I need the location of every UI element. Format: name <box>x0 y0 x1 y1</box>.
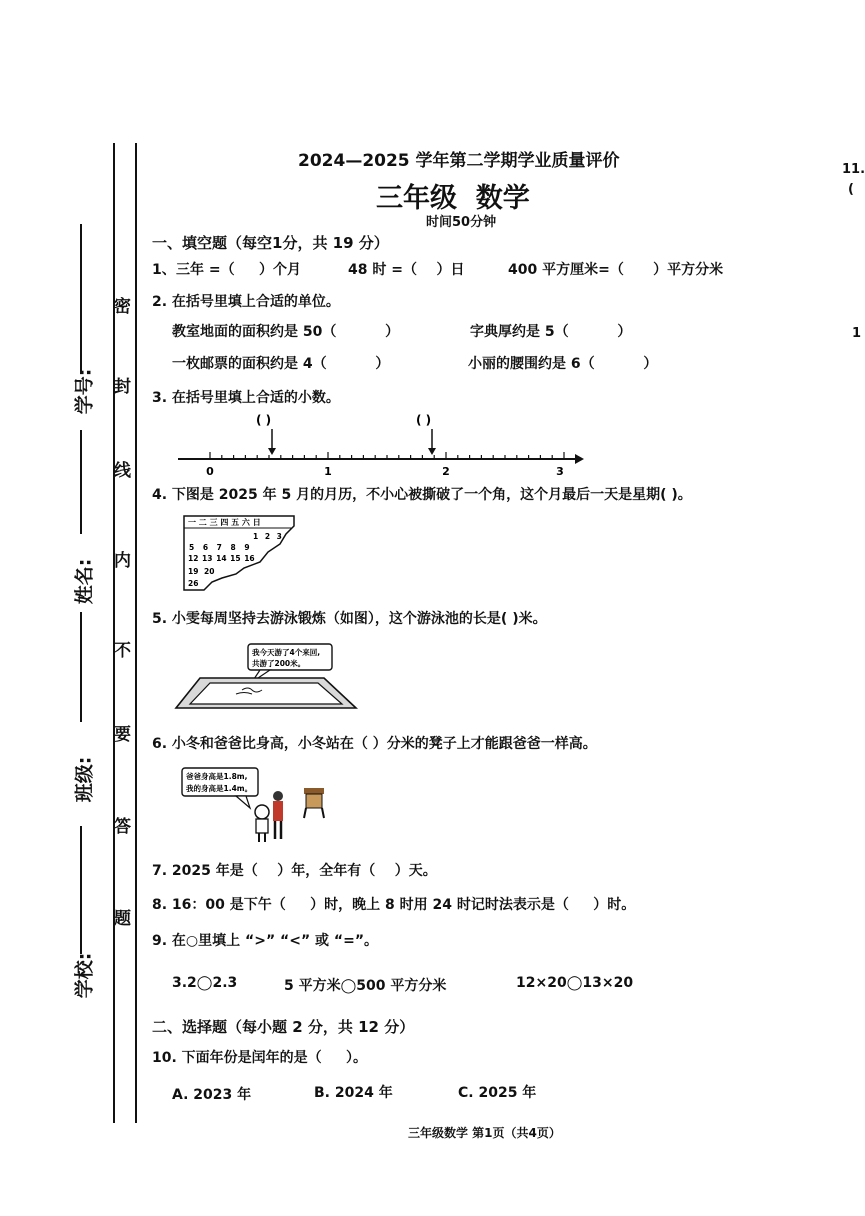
school-underline <box>80 826 82 954</box>
q9-part-c: 12×20◯13×20 <box>516 975 634 991</box>
page-footer: 三年级数学 第1页（共4页） <box>408 1126 561 1140</box>
q7-text: 7. 2025 年是（ ）年，全年有（ ）天。 <box>152 863 437 879</box>
number-line-label: 3 <box>556 465 564 478</box>
height-speech-line: 我的身高是1.4m。 <box>186 784 253 793</box>
calendar-row: 26 <box>188 579 199 588</box>
number-line-label: 0 <box>206 465 214 478</box>
section1-heading: 一、填空题（每空1分，共 19 分） <box>152 234 389 252</box>
section2-heading: 二、选择题（每小题 2 分，共 12 分） <box>152 1018 415 1036</box>
q6-text: 6. 小冬和爸爸比身高，小冬站在（ ）分米的凳子上才能跟爸爸一样高。 <box>152 736 597 752</box>
calendar-row: 19 20 <box>188 567 215 576</box>
q3-text: 3. 在括号里填上合适的小数。 <box>152 390 340 406</box>
name-label: 姓名: <box>73 558 96 605</box>
next-page-fragment: 1 <box>852 326 862 341</box>
number-line-blank: ( ) <box>256 413 272 427</box>
binding-line-outer <box>113 143 115 1123</box>
pool-speech-line: 我今天游了4个来回, <box>252 648 321 657</box>
torn-calendar <box>182 514 302 592</box>
q1-number: 1、 <box>152 262 176 278</box>
q10-option-a: A. 2023 年 <box>172 1087 252 1103</box>
seal-char: 密 <box>114 297 131 317</box>
number-line <box>170 412 590 478</box>
swimming-pool-illustration <box>172 642 362 714</box>
student-id-label: 学号: <box>73 368 96 415</box>
seal-char: 题 <box>114 909 131 929</box>
binding-line-inner <box>135 143 137 1123</box>
q9-part-b: 5 平方米◯500 平方分米 <box>284 978 447 994</box>
calendar-weekdays: 一 二 三 四 五 六 日 <box>188 518 261 527</box>
seal-char: 内 <box>114 551 131 571</box>
q2-text: 2. 在括号里填上合适的单位。 <box>152 294 340 310</box>
time-limit: 时间50分钟 <box>426 215 497 230</box>
seal-char: 不 <box>114 641 131 661</box>
seal-char: 要 <box>114 725 131 745</box>
class-label: 班级: <box>73 756 96 803</box>
subject-title: 三年级 数学 <box>376 183 530 214</box>
seal-char: 线 <box>114 461 131 481</box>
height-speech-line: 爸爸身高是1.8m, <box>186 772 248 781</box>
number-line-blank: ( ) <box>416 413 432 427</box>
calendar-row: 5 6 7 8 9 <box>189 543 250 552</box>
q10-option-b: B. 2024 年 <box>314 1085 393 1101</box>
exam-title: 2024—2025 学年第二学期学业质量评价 <box>298 151 620 171</box>
class-underline <box>80 612 82 722</box>
calendar-row: 1 2 3 <box>253 532 282 541</box>
q9-text: 9. 在○里填上 “>” “<” 或 “=”。 <box>152 933 379 949</box>
q1-part-b: 48 时 =（ ）日 <box>348 262 465 278</box>
student-id-underline <box>80 224 82 374</box>
height-comparison-illustration <box>180 766 340 844</box>
number-line-label: 1 <box>324 465 332 478</box>
number-line-label: 2 <box>442 465 450 478</box>
school-label: 学校: <box>73 952 96 999</box>
q9-part-a: 3.2◯2.3 <box>172 975 238 991</box>
q1-part-c: 400 平方厘米=（ ）平方分米 <box>508 262 724 278</box>
q4-text: 4. 下图是 2025 年 5 月的月历，不小心被撕破了一个角，这个月最后一天是星期( )。 <box>152 487 692 503</box>
q2-part-a: 教室地面的面积约是 50（ ） <box>172 324 400 340</box>
q10-text: 10. 下面年份是闰年的是（ ）。 <box>152 1050 368 1066</box>
name-underline <box>80 430 82 534</box>
q2-part-b: 字典厚约是 5（ ） <box>470 324 632 340</box>
q10-option-c: C. 2025 年 <box>458 1085 537 1101</box>
next-page-fragment: 11. <box>842 162 865 177</box>
seal-char: 答 <box>114 817 131 837</box>
pool-speech-line: 共游了200米。 <box>252 659 306 668</box>
next-page-fragment: ( <box>848 182 854 197</box>
q8-text: 8. 16：00 是下午（ ）时，晚上 8 时用 24 时记时法表示是（ ）时。 <box>152 897 636 913</box>
q2-part-c: 一枚邮票的面积约是 4（ ） <box>172 356 390 372</box>
calendar-row: 12 13 14 15 16 <box>188 554 255 563</box>
q5-text: 5. 小雯每周坚持去游泳锻炼（如图），这个游泳池的长是( )米。 <box>152 611 547 627</box>
seal-char: 封 <box>114 377 131 397</box>
q2-part-d: 小丽的腰围约是 6（ ） <box>468 356 658 372</box>
q1-part-a: 三年 =（ ）个月 <box>176 262 301 278</box>
